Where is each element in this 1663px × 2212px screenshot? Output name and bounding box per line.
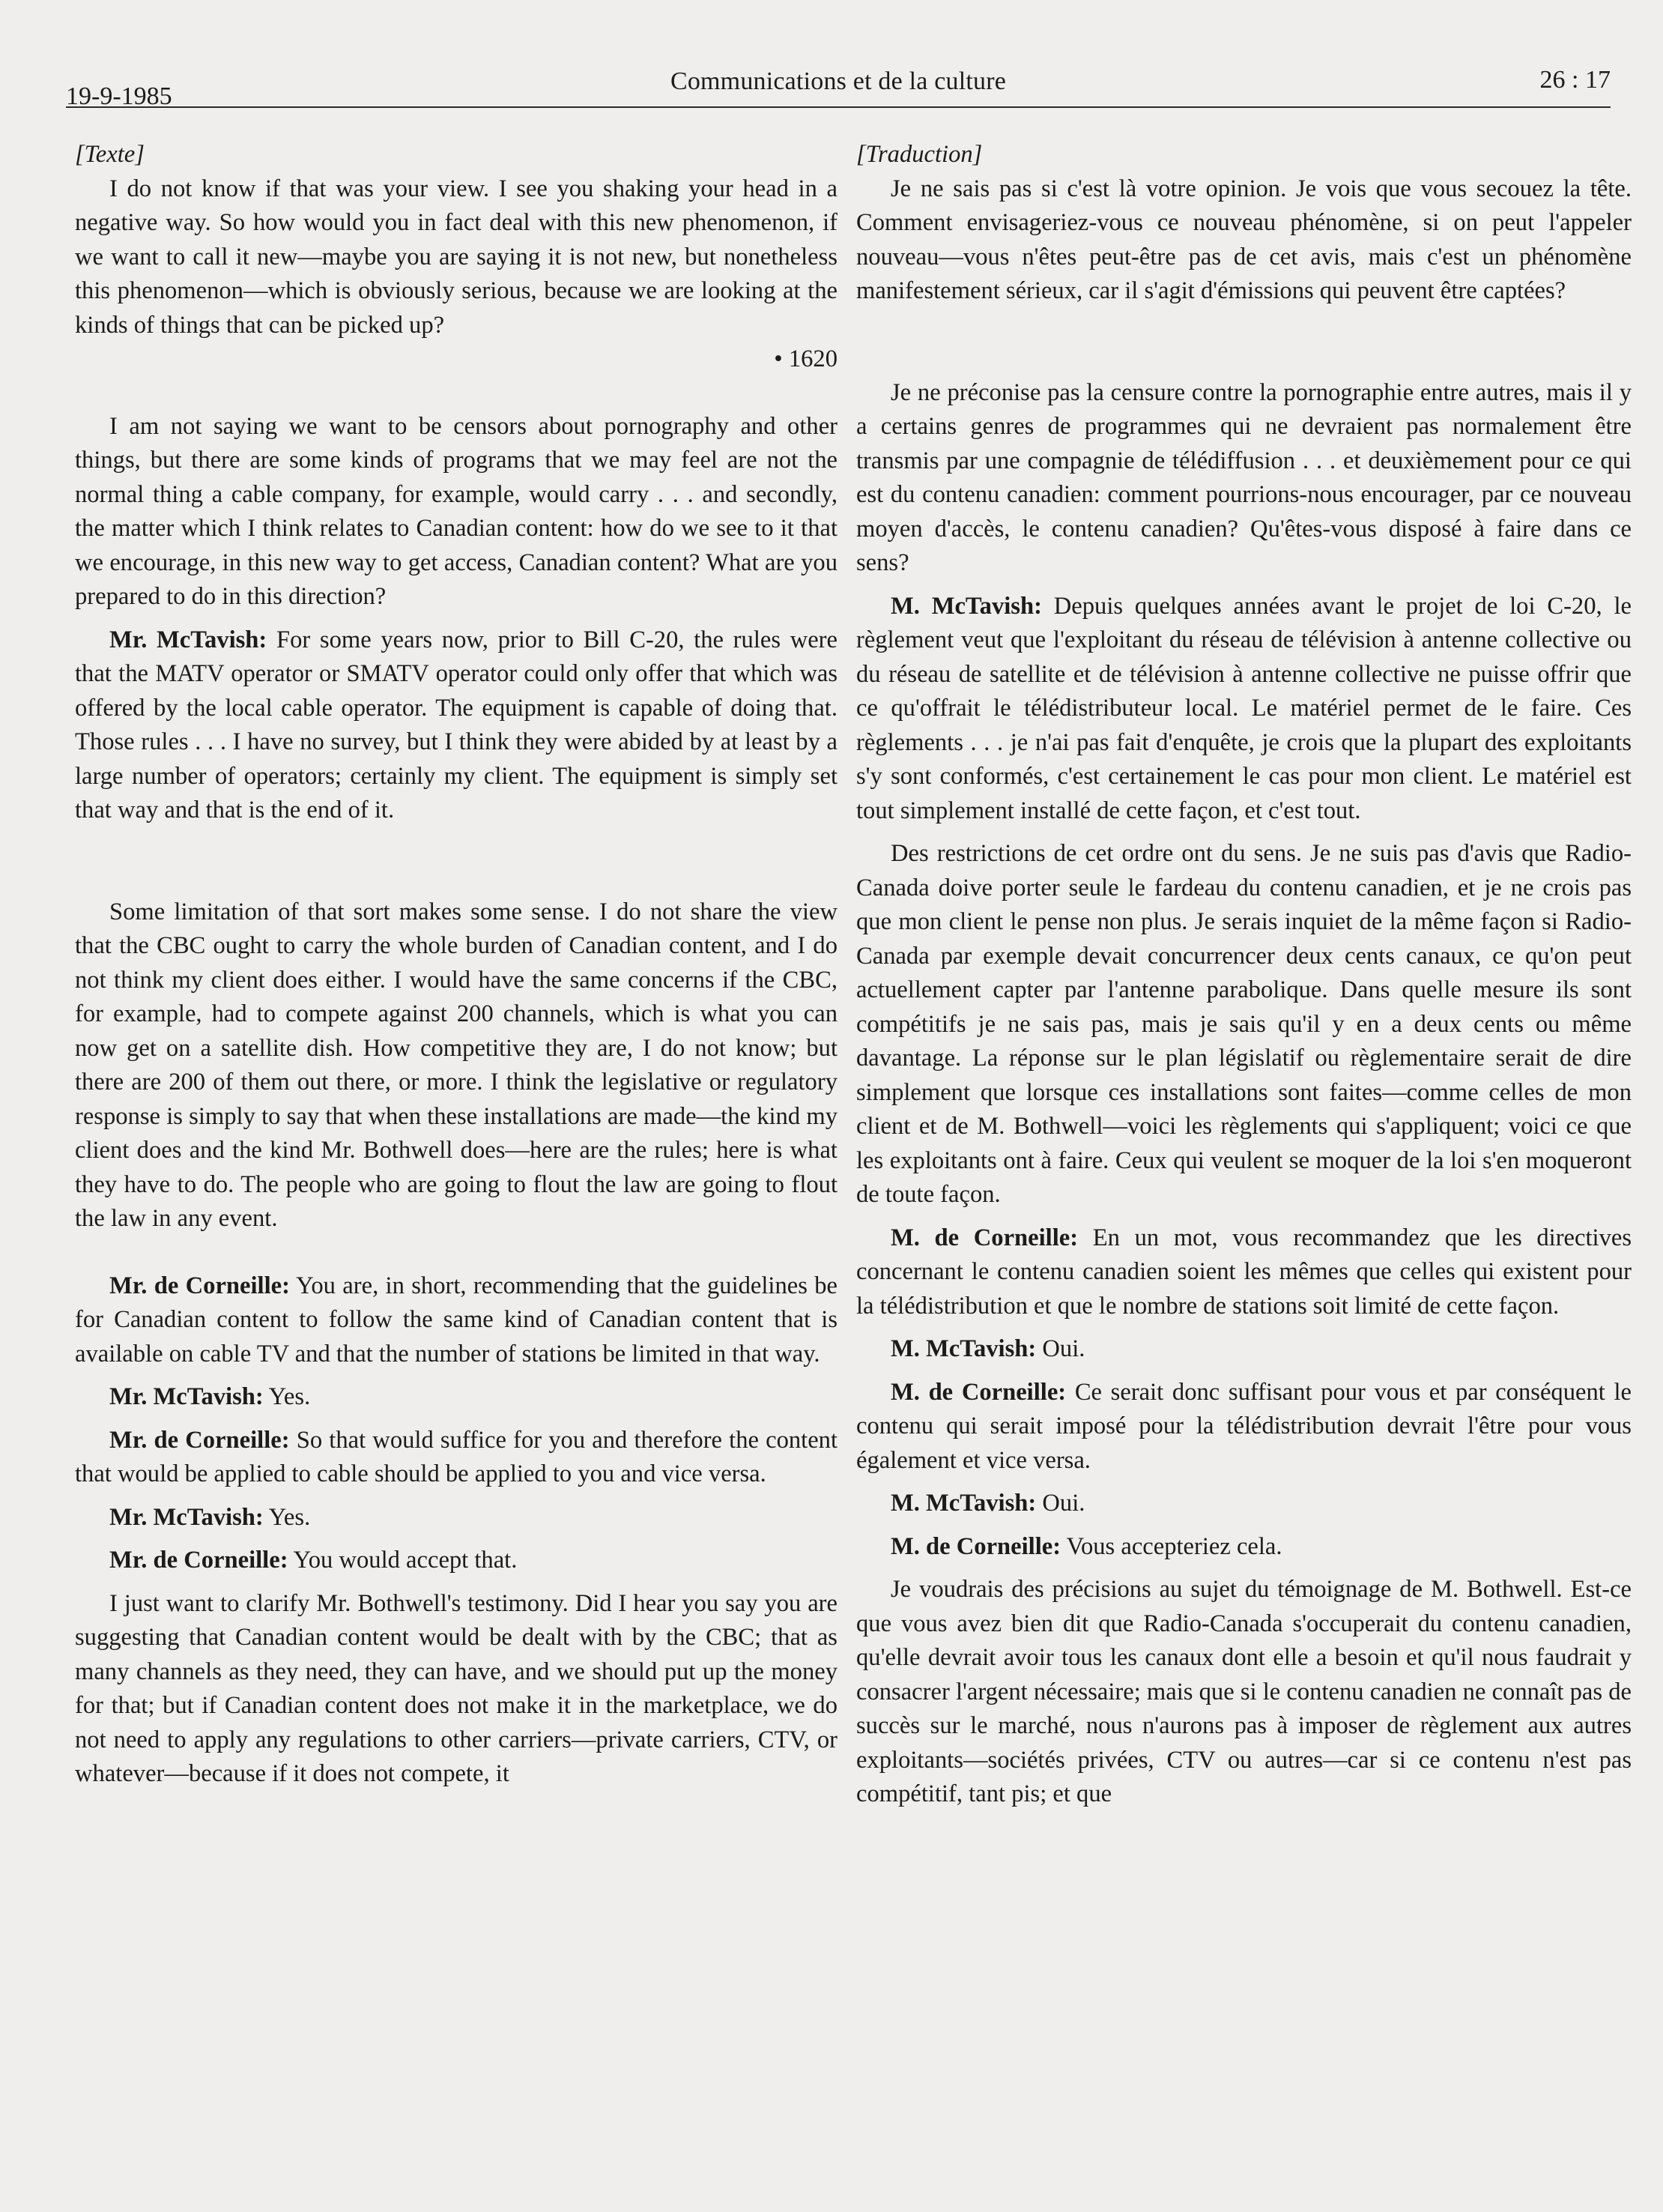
speech-text: Ce serait donc suffisant pour vous et par conséquent le contenu qui serait imposé pour la télédistribution devrait l'être pour vous également et vice versa.: [856, 1378, 1632, 1474]
speaker-paragraph: [75, 1544, 837, 1578]
speech-text: Vous accepteriez cela.: [1061, 1532, 1282, 1560]
speaker-name: Mr. de Corneille:: [109, 1547, 288, 1574]
speech-text: You would accept that.: [288, 1547, 518, 1574]
section-marker-traduction: [Traduction]: [856, 141, 983, 168]
speech-text: En un mot, vous recommandez que les directives concernant le contenu canadien soient les mêmes que celles qui existent pour la télédistribution et que le nombre de stations soit limité de cette façon.: [856, 1224, 1632, 1320]
paragraph: Some limitation of that sort makes some sense. I do not share the view that the CBC ought to carry the whole burden of Canadian content, and I do not think my client does either. I would have the same concerns if the CBC, for example, had to compete against 200 channels, which is what you can now get on a satellite dish. How competitive they are, I do not know; but there are 200 of them out there, or more. I think the legislative or regulatory response is simply to say that when these installations are made—the kind my client does and the kind Mr. Bothwell does—here are the rules; here is what they have to do. The people who are going to flout the law are going to flout the law in any event.: [75, 898, 837, 1232]
speech-text: Oui.: [1036, 1335, 1085, 1362]
paragraph: Je ne préconise pas la censure contre la pornographie entre autres, mais il y a certains genres de programmes qui ne devraient pas normalement être transmis par une compagnie de télédiffusion . . . et deuxièmement pour ce qui est du contenu canadien: comment pourrions-nous encourager, par ce nouveau moyen d'accès, le contenu canadien? Qu'êtes-vous disposé à faire dans ce sens?: [856, 378, 1632, 576]
speech-text: Oui.: [1036, 1490, 1085, 1517]
header-rule: [66, 106, 1611, 108]
header-date: 19-9-1985: [66, 82, 172, 110]
paragraph: Des restrictions de cet ordre ont du sens. Je ne suis pas d'avis que Radio-Canada doive porter seule le fardeau du contenu canadien, et je ne crois pas que mon client le pense non plus. Je serais inquiet de la même façon si Radio-Canada par exemple devait concurrencer deux cents canaux, ce qu'on peut actuellement capter par l'antenne parabolique. Dans quelle mesure ils sont compétitifs je ne sais pas, mais je sais qu'il y en a deux cents ou même davantage. La réponse sur le plan législatif ou règlementaire serait de dire simplement que lorsque ces installations sont faites—comme celles de mon client et de M. Bothwell—voici les règlements qui s'appliquent; voici ce que les exploitants ont à faire. Ceux qui veulent se moquer de la loi s'en moqueront de toute façon.: [856, 840, 1632, 1208]
paragraph: Je ne sais pas si c'est là votre opinion. Je vois que vous secouez la tête. Comment envisageriez-vous ce nouveau phénomène, si on peut l'appeler nouveau—vous n'êtes peut-être pas de cet avis, mais c'est un phénomène manifestement sérieux, car il s'agit d'émissions qui peuvent être captées?: [856, 175, 1632, 304]
speaker-paragraph: [856, 1530, 1632, 1565]
english-column: [75, 138, 837, 1792]
paragraph: I do not know if that was your view. I see you shaking your head in a negative way. So how would you in fact deal with this new phenomenon, if we want to call it new—maybe you are saying it is not new, but nonetheless this phenomenon—which is obviously serious, because we are looking at the kinds of things that can be picked up?: [75, 175, 837, 339]
speaker-name: M. de Corneille:: [891, 1224, 1079, 1251]
speaker-paragraph: [75, 1501, 837, 1535]
header-title: Communications et de la culture: [670, 67, 1007, 95]
speaker-paragraph: [856, 1332, 1632, 1367]
speaker-paragraph: [856, 1376, 1632, 1478]
speaker-paragraph: [75, 1424, 837, 1492]
speaker-name: Mr. de Corneille:: [109, 1272, 290, 1299]
speech-text: Yes.: [263, 1503, 311, 1531]
paragraph: I am not saying we want to be censors about pornography and other things, but there are some kinds of programs that we may feel are not the normal thing a cable company, for example, would carry . . . and secondly, the matter which I think relates to Canadian content: how do we see to it that we encourage, in this new way to get access, Canadian content? What are you prepared to do in this direction?: [75, 412, 837, 610]
speech-text: For some years now, prior to Bill C-20, the rules were that the MATV operator or SMATV operator could only offer that which was offered by the local cable operator. The equipment is capable of doing that. Those rules . . . I have no survey, but I think they were abided by at least by a large number of operators; certainly my client. The equipment is simply set that way and that is the end of it.: [75, 626, 837, 824]
speaker-name: M. McTavish:: [891, 1490, 1037, 1517]
running-header: [66, 66, 1611, 111]
speaker-paragraph: [856, 1487, 1632, 1521]
speaker-paragraph: [75, 623, 837, 828]
speaker-paragraph: [75, 1380, 837, 1415]
section-marker-texte: [Texte]: [75, 141, 145, 168]
speaker-name: Mr. McTavish:: [109, 1383, 264, 1410]
speech-text: So that would suffice for you and therefore the content that would be applied to cable should be applied to you and vice versa.: [75, 1426, 838, 1487]
speaker-paragraph: [856, 1221, 1632, 1324]
speaker-name: M. de Corneille:: [891, 1532, 1061, 1560]
header-page-number: 26 : 17: [1539, 66, 1611, 94]
speech-text: Depuis quelques années avant le projet de loi C-20, le règlement veut que l'exploitant du réseau de télévision à antenne collective ou du réseau de satellite et de télévision à antenne collective ne puisse offrir que ce qu'offrait le télédistributeur local. Le matériel permet de le faire. Ces règlements . . . je n'ai pas fait d'enquête, je crois que la plupart des exploitants s'y sont conformés, c'est certainement le cas pour mon client. Le matériel est tout simplement installé de cette façon, et c'est tout.: [856, 592, 1632, 824]
speaker-name: Mr. McTavish:: [109, 1503, 264, 1531]
french-column: [856, 138, 1632, 1812]
speaker-name: M. McTavish:: [891, 1335, 1037, 1362]
speaker-paragraph: [75, 1269, 837, 1372]
speaker-name: Mr. de Corneille:: [109, 1426, 290, 1454]
paragraph: Je voudrais des précisions au sujet du témoignage de M. Bothwell. Est-ce que vous avez bien dit que Radio-Canada s'occuperait du contenu canadien, qu'elle devrait avoir tous les canaux dont elle a besoin et qu'il nous faudrait y consacrer l'argent nécessaire; mais que si le contenu canadien ne connaît pas de succès sur le marché, nous n'aurons pas à imposer de règlement aux autres exploitants—sociétés privées, CTV ou autres—car si ce contenu n'est pas compétitif, tant pis; et que: [856, 1576, 1632, 1807]
speech-text: Yes.: [263, 1383, 311, 1410]
time-indicator: • 1620: [774, 345, 837, 372]
paragraph: I just want to clarify Mr. Bothwell's testimony. Did I hear you say you are suggesting that Canadian content would be dealt with by the CBC; that as many channels as they need, they can have, and we should put up the money for that; but if Canadian content does not make it in the marketplace, we do not need to apply any regulations to other carriers—private carriers, CTV, or whatever—because if it does not compete, it: [75, 1589, 837, 1787]
speaker-name: Mr. McTavish:: [109, 626, 267, 653]
speaker-name: M. de Corneille:: [891, 1378, 1067, 1406]
speaker-name: M. McTavish:: [891, 592, 1042, 620]
speaker-paragraph: [856, 590, 1632, 829]
speech-text: You are, in short, recommending that the guidelines be for Canadian content to follow the same kind of Canadian content that is available on cable TV and that the number of stations be limited in that way.: [75, 1272, 838, 1368]
